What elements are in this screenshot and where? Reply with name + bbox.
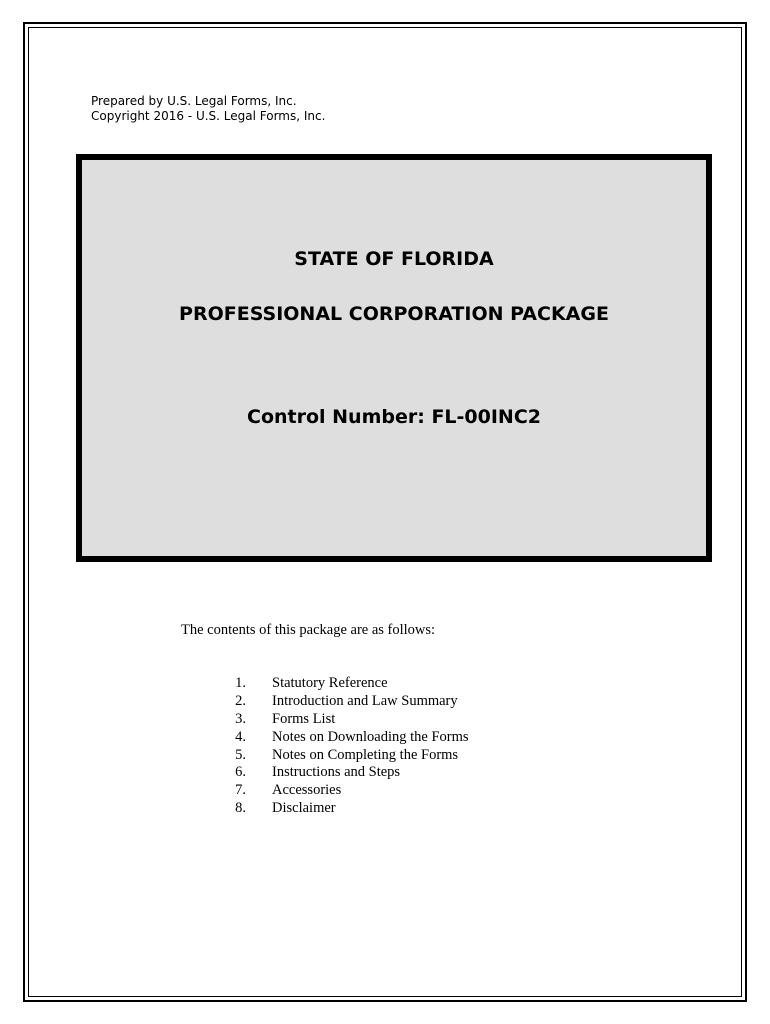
copyright-text: Copyright 2016 - U.S. Legal Forms, Inc. [91, 109, 326, 123]
list-item [222, 800, 336, 818]
list-item-number: 1. [235, 675, 246, 691]
list-item-label: Forms List [272, 710, 336, 727]
contents-intro: The contents of this package are as follows: [181, 622, 436, 638]
list-item [222, 710, 336, 729]
list-item-number: 7. [235, 782, 246, 799]
list-item-number: 2. [235, 692, 246, 709]
control-number: Control Number: FL-00INC2 [247, 406, 541, 428]
list-item [222, 764, 401, 782]
list-item-label: Disclaimer [272, 800, 336, 817]
list-item-label: Introduction and Law Summary [272, 692, 458, 709]
title-box [76, 154, 712, 562]
list-item [222, 746, 459, 765]
package-title: PROFESSIONAL CORPORATION PACKAGE [179, 303, 609, 325]
list-item-label: Notes on Downloading the Forms [272, 728, 469, 745]
list-item-label: Statutory Reference [272, 675, 388, 691]
state-title: STATE OF FLORIDA [294, 248, 494, 270]
list-item [222, 692, 458, 711]
list-item-label: Notes on Completing the Forms [272, 746, 459, 763]
list-item-number: 4. [235, 728, 246, 745]
list-item-label: Accessories [272, 782, 342, 799]
list-item-number: 5. [235, 746, 246, 763]
list-item [222, 782, 342, 800]
list-item [222, 675, 388, 693]
list-item-label: Instructions and Steps [272, 764, 401, 781]
list-item-number: 8. [235, 800, 246, 817]
list-item [222, 728, 469, 747]
prepared-by-text: Prepared by U.S. Legal Forms, Inc. [91, 94, 297, 108]
list-item-number: 6. [235, 764, 246, 781]
preparer-notice [91, 94, 325, 124]
list-item-number: 3. [235, 710, 246, 727]
contents-list [222, 675, 469, 818]
